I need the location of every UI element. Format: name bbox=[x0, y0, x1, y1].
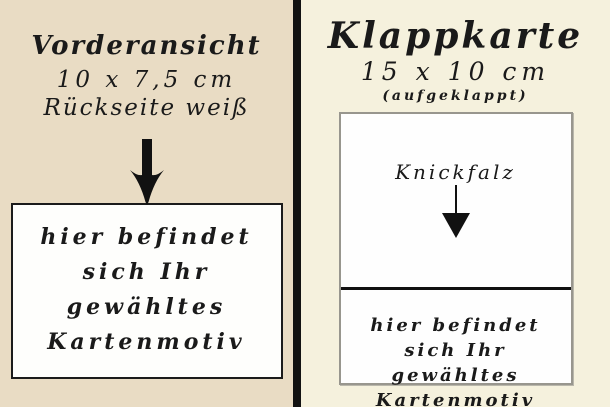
front-view-backside-note: Rückseite weiß bbox=[43, 95, 250, 121]
motif-text-line: hier befindet bbox=[370, 315, 541, 336]
folding-card-title: Klappkarte bbox=[327, 15, 584, 57]
thick-down-arrow-icon bbox=[127, 139, 167, 205]
motif-text-line: Kartenmotiv bbox=[375, 390, 536, 407]
folding-card-box bbox=[339, 112, 573, 407]
folding-card-state: (aufgeklappt) bbox=[382, 88, 529, 104]
motif-text-line: hier befindet bbox=[40, 224, 253, 250]
folding-card-panel bbox=[301, 0, 610, 407]
folding-card-size: 15 x 10 cm bbox=[360, 57, 551, 86]
front-motif-box bbox=[11, 203, 283, 379]
front-view-size: 10 x 7,5 cm bbox=[56, 67, 237, 93]
thin-down-arrow-icon bbox=[441, 185, 471, 238]
panel-divider bbox=[293, 0, 301, 407]
motif-text-line: Kartenmotiv bbox=[47, 329, 246, 355]
fold-upper-half bbox=[341, 160, 571, 287]
motif-text-line: sich Ihr bbox=[404, 340, 507, 361]
motif-text-line: gewähltes bbox=[66, 294, 227, 320]
front-view-title: Vorderansicht bbox=[31, 31, 262, 61]
front-view-panel bbox=[0, 0, 293, 407]
motif-text-line: gewähltes bbox=[391, 365, 520, 386]
fold-crease-label: Knickfalz bbox=[395, 160, 516, 184]
motif-text-line: sich Ihr bbox=[82, 259, 211, 285]
fold-lower-half bbox=[341, 290, 571, 407]
